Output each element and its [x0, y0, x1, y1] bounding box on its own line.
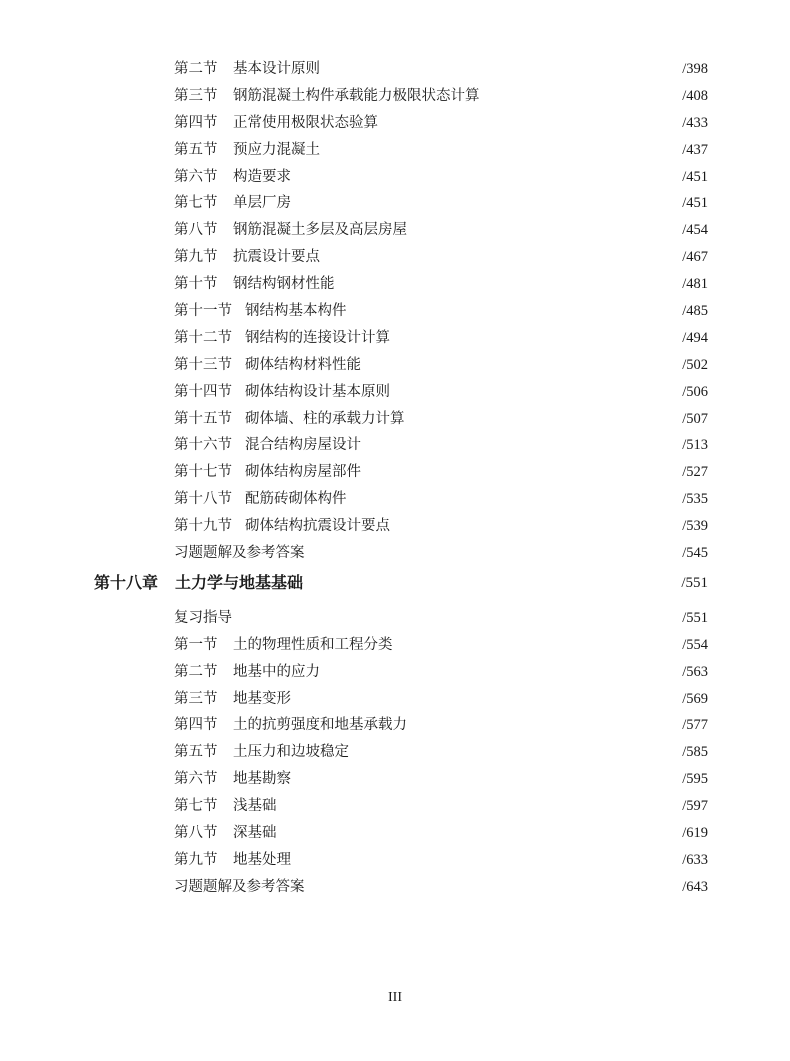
toc-entry[interactable] [0, 164, 790, 191]
section-title: 钢结构基本构件 [245, 303, 347, 320]
page-number: /535 [682, 491, 708, 508]
section-number: 第八节 [174, 222, 218, 239]
section-title: 钢结构钢材性能 [233, 276, 335, 293]
section-title: 地基勘察 [233, 771, 291, 788]
section-title: 习题题解及参考答案 [174, 878, 305, 895]
section-number: 第二节 [174, 61, 218, 77]
section-title: 砌体墙、柱的承载力计算 [245, 410, 405, 427]
section-title: 土的抗剪强度和地基承载力 [233, 717, 407, 734]
section-number: 第十一节 [174, 303, 232, 320]
section-title: 地基处理 [233, 851, 291, 868]
section-title: 复习指导 [174, 609, 232, 626]
section-title: 土的物理性质和工程分类 [233, 636, 393, 653]
section-title: 地基中的应力 [233, 663, 320, 680]
section-number: 第十五节 [174, 410, 232, 427]
toc-entry[interactable] [0, 793, 790, 820]
toc-entry[interactable] [0, 874, 790, 901]
page-number: /513 [682, 437, 708, 454]
toc-entry[interactable] [0, 83, 790, 110]
toc-entry[interactable] [0, 513, 790, 540]
toc-entry[interactable] [0, 217, 790, 244]
section-number: 第九节 [174, 851, 218, 868]
page-number: /585 [682, 744, 708, 761]
toc-entry[interactable] [0, 820, 790, 847]
section-number: 第六节 [174, 168, 218, 185]
page-number: /545 [682, 545, 708, 562]
section-number: 第五节 [174, 744, 218, 761]
section-number: 第九节 [174, 249, 218, 266]
page-number: /554 [682, 636, 708, 653]
page-number: /481 [682, 276, 708, 293]
section-number: 第一节 [174, 636, 218, 653]
toc-entry[interactable] [0, 244, 790, 271]
page-number: /467 [682, 249, 708, 266]
page-number: /563 [682, 663, 708, 680]
page-number: /454 [682, 222, 708, 239]
table-of-contents [0, 56, 790, 901]
page-folio: III [388, 990, 402, 1005]
section-title: 配筋砖砌体构件 [245, 491, 347, 508]
page-number: /569 [682, 690, 708, 707]
section-number: 第七节 [174, 195, 218, 212]
toc-entry[interactable] [0, 406, 790, 433]
section-number: 第七节 [174, 798, 218, 815]
page-number: /433 [682, 114, 708, 131]
toc-entry[interactable] [0, 110, 790, 137]
toc-entry[interactable] [0, 712, 790, 739]
chapter-title: 土力学与地基基础 [175, 572, 304, 592]
section-title: 砌体结构房屋部件 [245, 464, 361, 481]
page-number: /551 [681, 574, 708, 591]
page-number: /408 [682, 87, 708, 104]
section-title: 单层厂房 [233, 195, 291, 212]
section-number: 第四节 [174, 114, 218, 131]
page-number: /485 [682, 303, 708, 320]
section-title: 深基础 [233, 825, 277, 842]
page-number: /451 [682, 168, 708, 185]
page-number: /619 [682, 825, 708, 842]
section-title: 砌体结构抗震设计要点 [245, 518, 390, 535]
page-number: /595 [682, 771, 708, 788]
section-number: 第三节 [174, 87, 218, 104]
page-number: /539 [682, 518, 708, 535]
section-number: 第十二节 [174, 329, 232, 346]
toc-entry[interactable] [0, 137, 790, 164]
section-number: 第二节 [174, 663, 218, 680]
page-number: /633 [682, 851, 708, 868]
page-number: /551 [682, 609, 708, 626]
page-number: /502 [682, 356, 708, 373]
section-title: 构造要求 [233, 168, 291, 185]
toc-entry[interactable] [0, 432, 790, 459]
toc-entry[interactable] [0, 56, 790, 83]
section-title: 基本设计原则 [233, 61, 320, 77]
toc-entry[interactable] [0, 632, 790, 659]
section-number: 第十九节 [174, 518, 232, 535]
section-number: 第三节 [174, 690, 218, 707]
toc-entry[interactable] [0, 325, 790, 352]
toc-entry[interactable] [0, 686, 790, 713]
page-number: /507 [682, 410, 708, 427]
section-number: 第十七节 [174, 464, 232, 481]
page-number: /451 [682, 195, 708, 212]
section-title: 钢筋混凝土构件承载能力极限状态计算 [233, 87, 480, 104]
toc-entry[interactable] [0, 847, 790, 874]
section-title: 混合结构房屋设计 [245, 437, 361, 454]
toc-entry[interactable] [0, 739, 790, 766]
toc-entry[interactable] [0, 190, 790, 217]
toc-entry[interactable] [0, 271, 790, 298]
section-title: 钢筋混凝土多层及高层房屋 [233, 222, 407, 239]
page-number: /494 [682, 329, 708, 346]
toc-entry[interactable] [0, 298, 790, 325]
section-title: 习题题解及参考答案 [174, 545, 305, 562]
toc-entry[interactable] [0, 459, 790, 486]
page-number: /398 [682, 61, 708, 77]
section-title: 地基变形 [233, 690, 291, 707]
page-number: /437 [682, 141, 708, 158]
section-number: 第四节 [174, 717, 218, 734]
section-number: 第六节 [174, 771, 218, 788]
page-number: /597 [682, 798, 708, 815]
section-title: 浅基础 [233, 798, 277, 815]
section-number: 第十节 [174, 276, 218, 293]
section-number: 第十三节 [174, 356, 232, 373]
section-title: 钢结构的连接设计计算 [245, 329, 390, 346]
section-title: 砌体结构设计基本原则 [245, 383, 390, 400]
section-number: 第十四节 [174, 383, 232, 400]
toc-entry[interactable] [0, 605, 790, 632]
section-number: 第八节 [174, 825, 218, 842]
toc-entry[interactable] [0, 486, 790, 513]
page-number: /527 [682, 464, 708, 481]
page-number: /506 [682, 383, 708, 400]
section-number: 第十八节 [174, 491, 232, 508]
section-title: 抗震设计要点 [233, 249, 320, 266]
toc-chapter-heading[interactable] [0, 567, 790, 605]
section-number: 第五节 [174, 141, 218, 158]
toc-entry[interactable] [0, 659, 790, 686]
section-number: 第十六节 [174, 437, 232, 454]
section-title: 预应力混凝土 [233, 141, 320, 158]
section-title: 砌体结构材料性能 [245, 356, 361, 373]
section-title: 正常使用极限状态验算 [233, 114, 378, 131]
toc-entry[interactable] [0, 379, 790, 406]
toc-entry[interactable] [0, 766, 790, 793]
toc-entry[interactable] [0, 352, 790, 379]
section-title: 土压力和边坡稳定 [233, 744, 349, 761]
chapter-number: 第十八章 [94, 572, 159, 592]
page-number: /577 [682, 717, 708, 734]
toc-entry[interactable] [0, 540, 790, 567]
page-number: /643 [682, 878, 708, 895]
